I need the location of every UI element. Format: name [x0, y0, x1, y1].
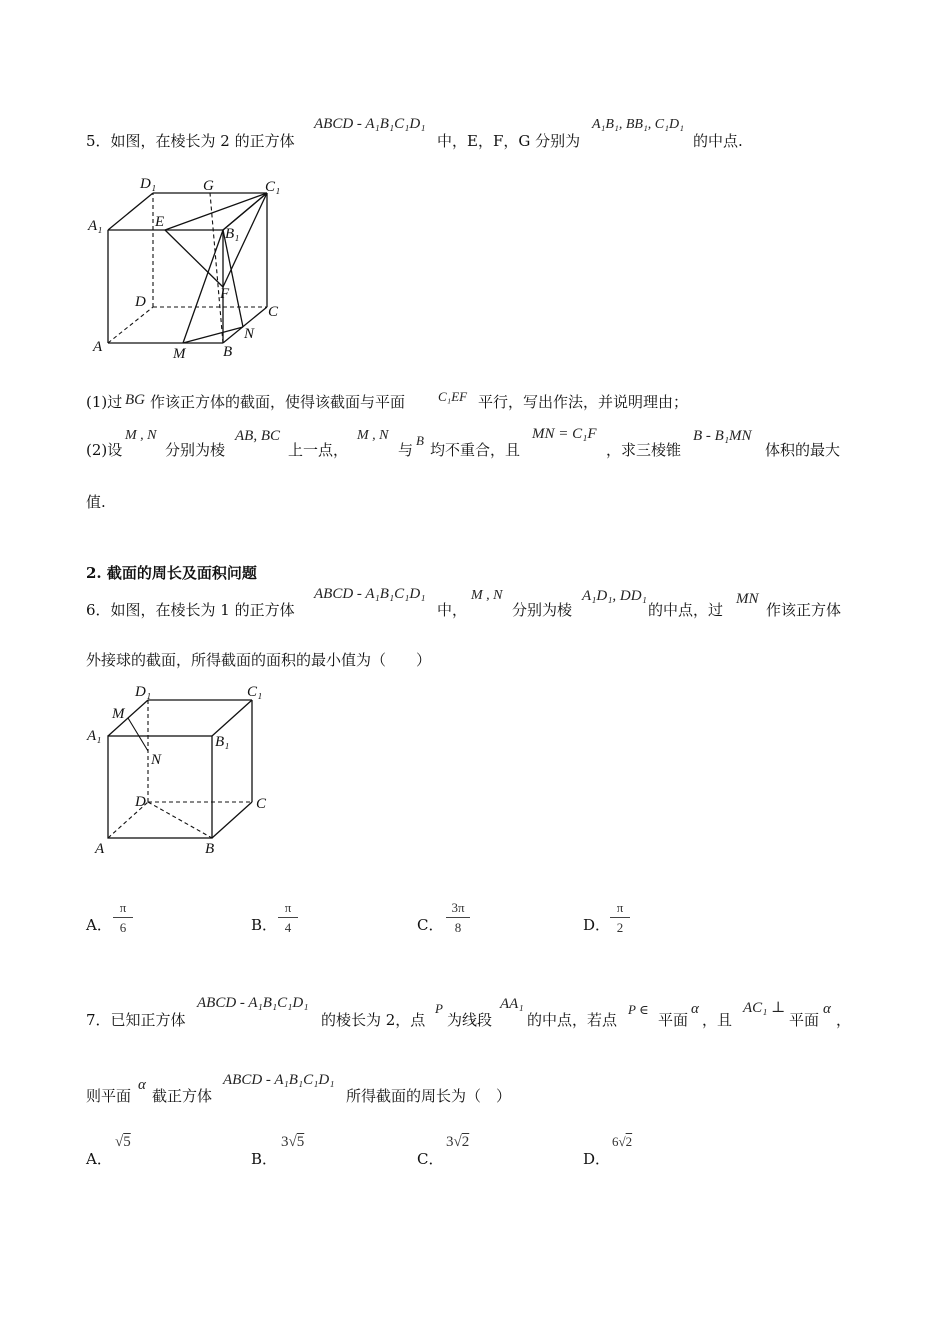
numerator: 3π — [446, 900, 470, 918]
q5-figure — [85, 170, 300, 365]
q7-segment: AA₁ — [500, 996, 524, 1012]
q7-option-d-value[interactable]: 6√2 — [612, 1134, 633, 1149]
q7-option-d-label[interactable]: D． — [583, 1150, 611, 1168]
q6-option-c-label[interactable]: C． — [417, 916, 444, 934]
q6-option-d-label[interactable]: D． — [583, 916, 611, 934]
label-D: D — [135, 794, 146, 810]
label-B: B — [205, 841, 215, 857]
radicand: 5 — [123, 1134, 131, 1150]
q5-p2-eq: MN = C₁F — [532, 426, 597, 442]
q5-p2e: 均不重合，且 — [430, 441, 521, 459]
q6-option-a-value[interactable] — [113, 900, 133, 936]
q7-P-in: P ∈ — [628, 1002, 649, 1017]
radicand: 2 — [461, 1134, 470, 1150]
q6-cube-name: ABCD - A₁B₁C₁D₁ — [314, 586, 426, 602]
line-DB-hidden — [148, 802, 212, 838]
numerator: π — [278, 900, 298, 918]
edge-A1D1 — [108, 193, 153, 230]
line-EF — [165, 230, 223, 287]
q6-mn-v: MN — [736, 591, 759, 607]
q7-option-c-label[interactable]: C． — [417, 1150, 444, 1168]
coefficient: 3 — [281, 1134, 289, 1150]
q6-option-b-value[interactable] — [278, 900, 298, 936]
q7-d: 平面 — [658, 1011, 689, 1029]
radicand: 2 — [625, 1134, 633, 1149]
label-D: D — [135, 294, 146, 310]
q5-lead: 5．如图，在棱长为 2 的正方体 — [86, 132, 295, 150]
q7-l2a: 则平面 — [86, 1087, 132, 1105]
line-MN — [183, 327, 243, 343]
q5-mid: 中，E，F，G 分别为 — [437, 132, 581, 150]
q7-l2c: 所得截面的周长为（ ） — [346, 1087, 512, 1105]
q6-mid: 中， — [437, 601, 468, 619]
q6-lead: 6．如图，在棱长为 1 的正方体 — [86, 601, 295, 619]
label-G: G — [203, 178, 214, 194]
q5-p2-edges: AB, BC — [235, 428, 280, 444]
q5-p1c: 平行，写出作法，并说明理由； — [478, 393, 689, 411]
q5-p2-pyramid: B - B₁MN — [693, 428, 752, 444]
q7-f: 平面 — [789, 1011, 820, 1029]
q5-p2-mn2: M , N — [357, 428, 389, 443]
q7-option-a-value[interactable]: √5 — [115, 1134, 131, 1150]
coefficient: 6 — [612, 1134, 619, 1149]
q7-option-b-value[interactable]: 3√5 — [281, 1134, 305, 1150]
numerator: π — [610, 900, 630, 918]
coefficient: 3 — [446, 1134, 454, 1150]
edge-AD-hidden — [108, 307, 153, 343]
q7-g: ， — [836, 1011, 852, 1029]
q7-cube-name-2: ABCD - A₁B₁C₁D₁ — [223, 1072, 335, 1088]
q6-option-c-value[interactable] — [446, 900, 470, 936]
denominator: 2 — [616, 920, 624, 935]
label-D1: D₁ — [140, 176, 157, 192]
label-C: C — [256, 796, 267, 812]
section-heading: 2. 截面的周长及面积问题 — [86, 564, 257, 582]
label-C1: C₁ — [247, 684, 263, 700]
label-M: M — [173, 346, 186, 362]
label-D1: D₁ — [135, 684, 152, 700]
label-A: A — [95, 841, 105, 857]
q5-p2a: (2)设 — [86, 441, 123, 459]
q6-edges: A₁D₁, DD₁ — [582, 588, 647, 604]
q5-p2-B: B — [416, 433, 424, 448]
q5-cube-name: ABCD - A₁B₁C₁D₁ — [314, 116, 426, 132]
q7-cube-name: ABCD - A₁B₁C₁D₁ — [197, 995, 309, 1011]
q7-P: P — [435, 1001, 443, 1016]
line-NB1 — [223, 230, 243, 327]
denominator: 4 — [284, 920, 292, 935]
label-C1: C₁ — [265, 179, 281, 195]
q5-p2-mn: M , N — [125, 428, 157, 443]
q7-option-c-value[interactable]: 3√2 — [446, 1134, 470, 1150]
q7-alpha: α — [691, 1001, 699, 1017]
q5-p1-plane: C₁EF — [438, 389, 468, 404]
q7-c: 的中点，若点 — [527, 1011, 618, 1029]
label-A: A — [93, 339, 103, 355]
q7-alpha3: α — [138, 1077, 146, 1093]
q7-e: ，且 — [702, 1011, 733, 1029]
label-N: N — [151, 752, 162, 768]
q5-p2h: 值. — [86, 493, 106, 511]
label-F: F — [220, 286, 230, 302]
label-M: M — [112, 706, 125, 722]
q5-edges: A₁B₁, BB₁, C₁D₁ — [592, 117, 684, 132]
q5-p2g: 体积的最大 — [765, 441, 841, 459]
q6-c: 的中点，过 — [648, 601, 724, 619]
q7-option-b-label[interactable]: B． — [251, 1150, 278, 1168]
edge-BC — [212, 802, 252, 838]
q5-p1-bg: BG — [125, 392, 145, 408]
line-B1C1b — [223, 193, 267, 230]
label-A1: A₁ — [87, 728, 102, 744]
q7-option-a-label[interactable]: A． — [86, 1150, 112, 1168]
label-N: N — [244, 326, 255, 342]
edge-B1C1 — [212, 700, 252, 736]
denominator: 8 — [454, 920, 462, 935]
q6-figure — [85, 680, 280, 860]
q6-b: 分别为棱 — [512, 601, 573, 619]
q6-line2: 外接球的截面，所得截面的面积的最小值为（ ） — [86, 651, 432, 669]
q6-mn: M , N — [471, 588, 503, 603]
q5-p2c: 上一点， — [288, 441, 349, 459]
numerator: π — [113, 900, 133, 918]
q6-option-b-label[interactable]: B． — [251, 916, 278, 934]
q7-l2b: 截正方体 — [152, 1087, 213, 1105]
q5-p2d: 与 — [398, 441, 414, 459]
label-B1: B₁ — [225, 226, 240, 242]
q6-d: 作该正方体 — [766, 601, 842, 619]
q7-ac1-perp: AC₁ ⊥ — [743, 1000, 786, 1016]
label-B: B — [223, 344, 233, 360]
line-BG-hidden — [210, 193, 223, 343]
label-C: C — [268, 304, 279, 320]
q5-p2b: 分别为棱 — [165, 441, 226, 459]
q6-option-a-label[interactable]: A． — [86, 916, 112, 934]
q5-tail: 的中点. — [693, 132, 743, 150]
q5-p1a: (1)过 — [86, 393, 123, 411]
q6-option-d-value[interactable] — [610, 900, 630, 936]
label-E: E — [155, 214, 165, 230]
q7-lead: 7．已知正方体 — [86, 1011, 186, 1029]
q5-p2f: ，求三棱锥 — [606, 441, 682, 459]
denominator: 6 — [119, 920, 127, 935]
radicand: 5 — [296, 1134, 305, 1150]
line-MB1 — [183, 230, 223, 343]
q5-p1b: 作该正方体的截面，使得该截面与平面 — [150, 393, 406, 411]
line-MN — [128, 718, 148, 751]
q7-alpha2: α — [823, 1001, 831, 1017]
label-B1: B₁ — [215, 734, 230, 750]
label-A1: A₁ — [88, 218, 103, 234]
q7-b: 为线段 — [447, 1011, 493, 1029]
q7-a: 的棱长为 2，点 — [321, 1011, 426, 1029]
